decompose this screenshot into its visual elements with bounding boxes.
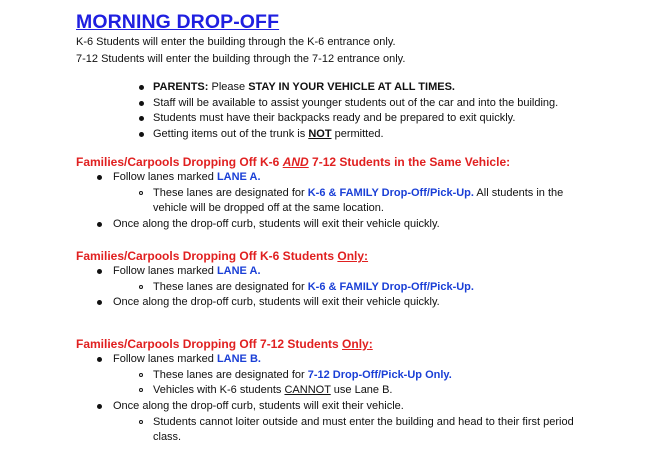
section1-designated-line2: vehicle will be dropped off at the same location. <box>153 202 384 214</box>
bullet-icon <box>139 116 144 121</box>
bullet-icon <box>97 357 102 362</box>
section2-follow-pre: Follow lanes marked <box>113 265 214 277</box>
rule-staff: Staff will be available to assist younger students out of the car and into the building. <box>153 97 559 109</box>
section3-follow-pre: Follow lanes marked <box>113 353 214 365</box>
section3-heading <box>76 337 373 351</box>
intro-k6: K-6 Students will enter the building through the K-6 entrance only. <box>76 36 396 48</box>
section3-vehicles <box>153 383 393 397</box>
parents-pre: Please <box>211 81 246 93</box>
section2-designated-pre: These lanes are designated for <box>153 281 305 293</box>
intro-7-12: 7-12 Students will enter the building through the 7-12 entrance only. <box>76 53 406 65</box>
section2-exit: Once along the drop-off curb, students will exit their vehicle quickly. <box>113 296 440 308</box>
section2-follow <box>113 264 261 278</box>
section3-designated-bold: 7-12 Drop-Off/Pick-Up Only. <box>307 369 452 381</box>
section2-designated <box>153 280 474 294</box>
section1-heading-post: 7-12 Students in the Same Vehicle: <box>312 155 511 169</box>
bullet-icon <box>97 175 102 180</box>
section1-exit: Once along the drop-off curb, students will exit their vehicle quickly. <box>113 218 440 230</box>
circle-bullet-icon <box>139 373 143 377</box>
section2-heading-pre: Families/Carpools Dropping Off K-6 Students <box>76 249 335 263</box>
bullet-icon <box>97 269 102 274</box>
trunk-not: NOT <box>308 128 332 140</box>
circle-bullet-icon <box>139 191 143 195</box>
bullet-icon <box>139 132 144 137</box>
section2-designated-bold: K-6 & FAMILY Drop-Off/Pick-Up. <box>307 281 474 293</box>
section3-heading-only: Only: <box>342 337 373 351</box>
circle-bullet-icon <box>139 388 143 392</box>
parents-label: PARENTS: <box>153 81 209 93</box>
trunk-pre: Getting items out of the trunk is <box>153 128 306 140</box>
section1-heading-pre: Families/Carpools Dropping Off K-6 <box>76 155 280 169</box>
section3-designated <box>153 368 452 382</box>
section3-designated-pre: These lanes are designated for <box>153 369 305 381</box>
section1-designated-pre: These lanes are designated for <box>153 187 305 199</box>
rule-trunk <box>153 127 384 141</box>
section3-vehicles-cannot: CANNOT <box>284 384 331 396</box>
section3-follow <box>113 352 261 366</box>
section1-follow-pre: Follow lanes marked <box>113 171 214 183</box>
parents-bold: STAY IN YOUR VEHICLE AT ALL TIMES. <box>248 81 455 93</box>
bullet-icon <box>97 222 102 227</box>
section2-lane: LANE A. <box>216 265 261 277</box>
circle-bullet-icon <box>139 420 143 424</box>
section1-designated-post: All students in the <box>476 187 564 199</box>
section3-heading-pre: Families/Carpools Dropping Off 7-12 Students <box>76 337 339 351</box>
section1-follow <box>113 170 261 184</box>
section3-loiter-line2: class. <box>153 431 182 443</box>
rule-parents <box>153 80 455 94</box>
section3-loiter-line1: Students cannot loiter outside and must enter the building and head to their first period <box>153 416 574 428</box>
section3-vehicles-pre: Vehicles with K-6 students <box>153 384 282 396</box>
bullet-icon <box>97 300 102 305</box>
section3-vehicles-post: use Lane B. <box>333 384 393 396</box>
trunk-post: permitted. <box>334 128 384 140</box>
circle-bullet-icon <box>139 285 143 289</box>
bullet-icon <box>139 85 144 90</box>
page-title: MORNING DROP-OFF <box>76 11 280 33</box>
bullet-icon <box>97 404 102 409</box>
section2-heading <box>76 249 368 263</box>
bullet-icon <box>139 101 144 106</box>
section3-exit: Once along the drop-off curb, students will exit their vehicle. <box>113 400 404 412</box>
rule-backpacks: Students must have their backpacks ready and be prepared to exit quickly. <box>153 112 516 124</box>
section1-designated-bold: K-6 & FAMILY Drop-Off/Pick-Up. <box>307 187 474 199</box>
section1-heading <box>76 155 510 169</box>
section1-lane: LANE A. <box>216 171 261 183</box>
section2-heading-only: Only: <box>337 249 369 263</box>
section3-lane: LANE B. <box>216 353 261 365</box>
section1-heading-and: AND <box>282 155 309 169</box>
section1-designated <box>153 186 563 200</box>
